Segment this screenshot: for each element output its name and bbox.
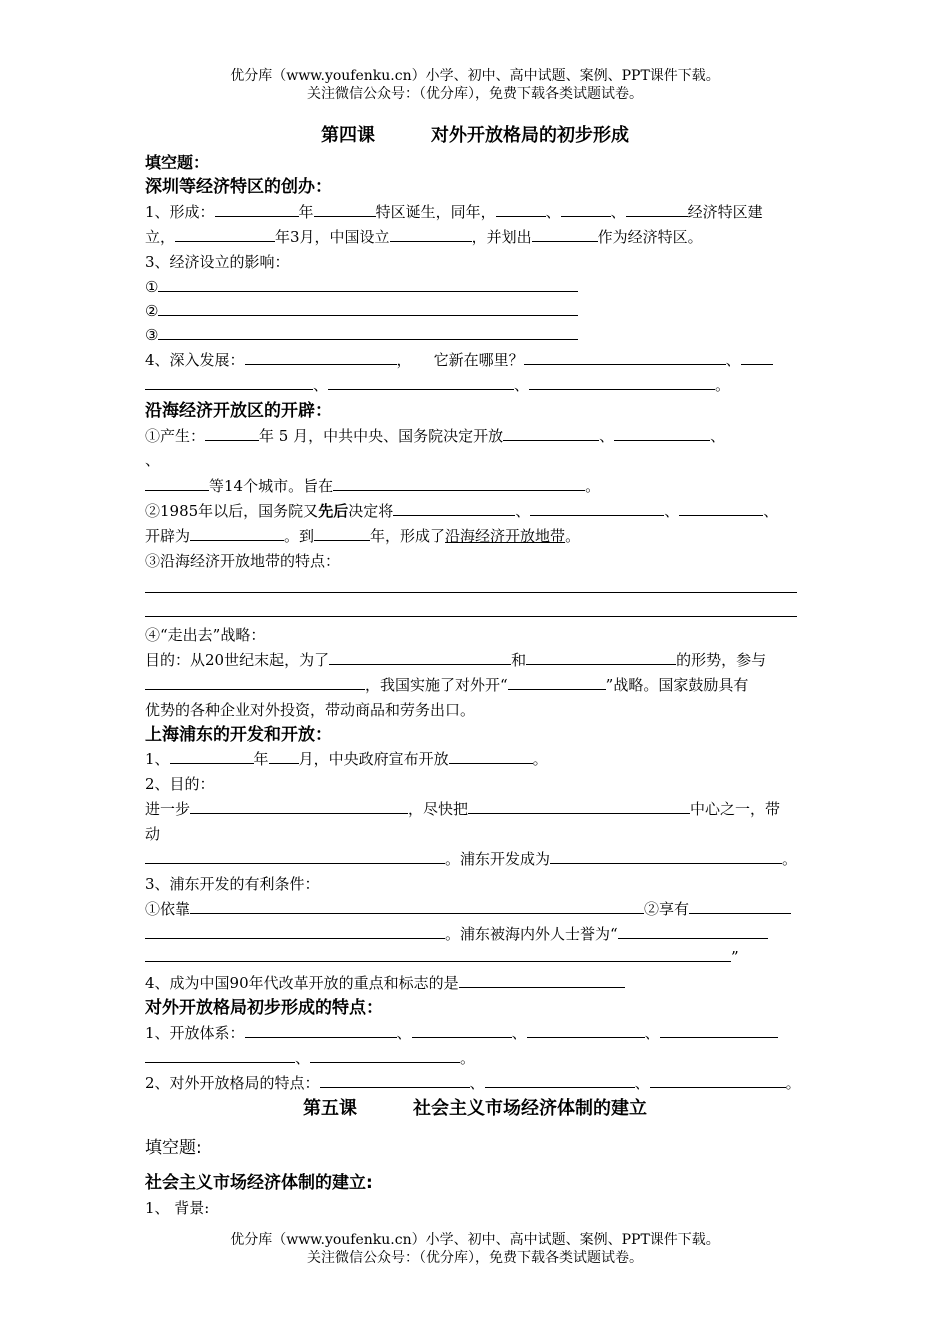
s3-line-d: 。浦东开发成为 。 [145,848,797,870]
s1-line-2: 立， 年3月，中国设立 ，并划出 作为经济特区。 [145,228,703,246]
s2-blank-line-2 [145,616,797,617]
s2-line-d4: 优势的各种企业对外投资，带动商品和劳务出口。 [145,701,476,719]
s3-line-c2: 动 [145,825,161,843]
footer-line-2: 关注微信公众号：（优分库），免费下载各类试题试卷。 [307,1250,643,1266]
s1-item-2: ② [145,300,578,322]
footer-line-1: 优分库（www.youfenku.cn）小学、初中、高中试题、案例、PPT课件下载。 [230,1232,720,1248]
s3-line-f: ①依靠 ②享有 [145,898,791,920]
lesson5-number: 第五课 [303,1098,357,1119]
s1-item-1: ① [145,276,578,298]
header-line-1: 优分库（www.youfenku.cn）小学、初中、高中试题、案例、PPT课件下载。 [230,68,720,84]
s2-line-d2: 目的：从20世纪末起，为了 和 的形势，参与 [145,651,767,669]
s2-line-b2: 开辟为 。到 年，形成了沿海经济开放地带。 [145,527,581,545]
s2-line-d1: ④“走出去”战略： [145,626,266,644]
s4-line-b: 、 。 [145,1047,475,1069]
s1-line-5: 、 、 。 [145,374,730,396]
s1-line-3: 3、经济设立的影响： [145,253,290,271]
s3-line-a: 1、 年 月，中央政府宣布开放 。 [145,750,548,768]
s1-line-1: 1、形成： 年 特区诞生，同年， 、 、 经济特区建 [145,203,763,221]
s2-line-a: ①产生： 年 5 月，中共中央、国务院决定开放 、 、 [145,427,726,445]
lesson5-name: 社会主义市场经济体制的建立 [413,1098,647,1119]
s3-line-i: 4、成为中国90年代改革开放的重点和标志的是 [145,972,625,994]
s3-line-h: ” [145,946,739,968]
s1-line-4: 4、深入发展： ， 它新在哪里？ 、 [145,349,773,371]
s2-blank-line-1 [145,592,797,593]
s4-title: 对外开放格局初步形成的特点： [145,998,383,1018]
s5-fill-label: 填空题: [145,1138,202,1158]
s1-title: 深圳等经济特区的创办： [145,177,332,197]
lesson4-name: 对外开放格局的初步形成 [431,125,629,146]
lesson4-number: 第四课 [321,125,375,146]
s3-title: 上海浦东的开发和开放： [145,725,332,745]
s2-line-a2: 、 [145,451,161,469]
header-line-2: 关注微信公众号：（优分库），免费下载各类试题试卷。 [307,86,643,102]
s4-line-a: 1、开放体系： 、 、 、 [145,1022,778,1044]
s3-line-g: 。浦东被海内外人士誉为“ [145,923,768,945]
s4-line-c: 2、对外开放格局的特点： 、 、 。 [145,1074,801,1092]
s2-line-d3: ，我国实施了对外开“ ”战略。国家鼓励具有 [145,674,748,696]
s5-title: 社会主义市场经济体制的建立: [145,1173,373,1193]
s2-title: 沿海经济开放区的开辟： [145,401,332,421]
s3-line-b: 2、目的： [145,775,215,793]
s2-line-a3: 等14个城市。旨在 。 [145,475,600,497]
s1-item-3: ③ [145,324,578,346]
s3-line-e: 3、浦东开发的有利条件： [145,875,320,893]
lesson4-title [0,124,950,148]
s5-line-a: 1、 背景: [145,1199,210,1217]
lesson5-title [0,1097,950,1121]
s2-line-b: ②1985年以后，国务院又先后决定将 、 、 、 [145,502,779,520]
fill-label: 填空题： [145,153,210,172]
s2-line-c: ③沿海经济开放地带的特点： [145,552,341,570]
s3-line-c: 进一步 ，尽快把 中心之一，带 [145,800,781,818]
